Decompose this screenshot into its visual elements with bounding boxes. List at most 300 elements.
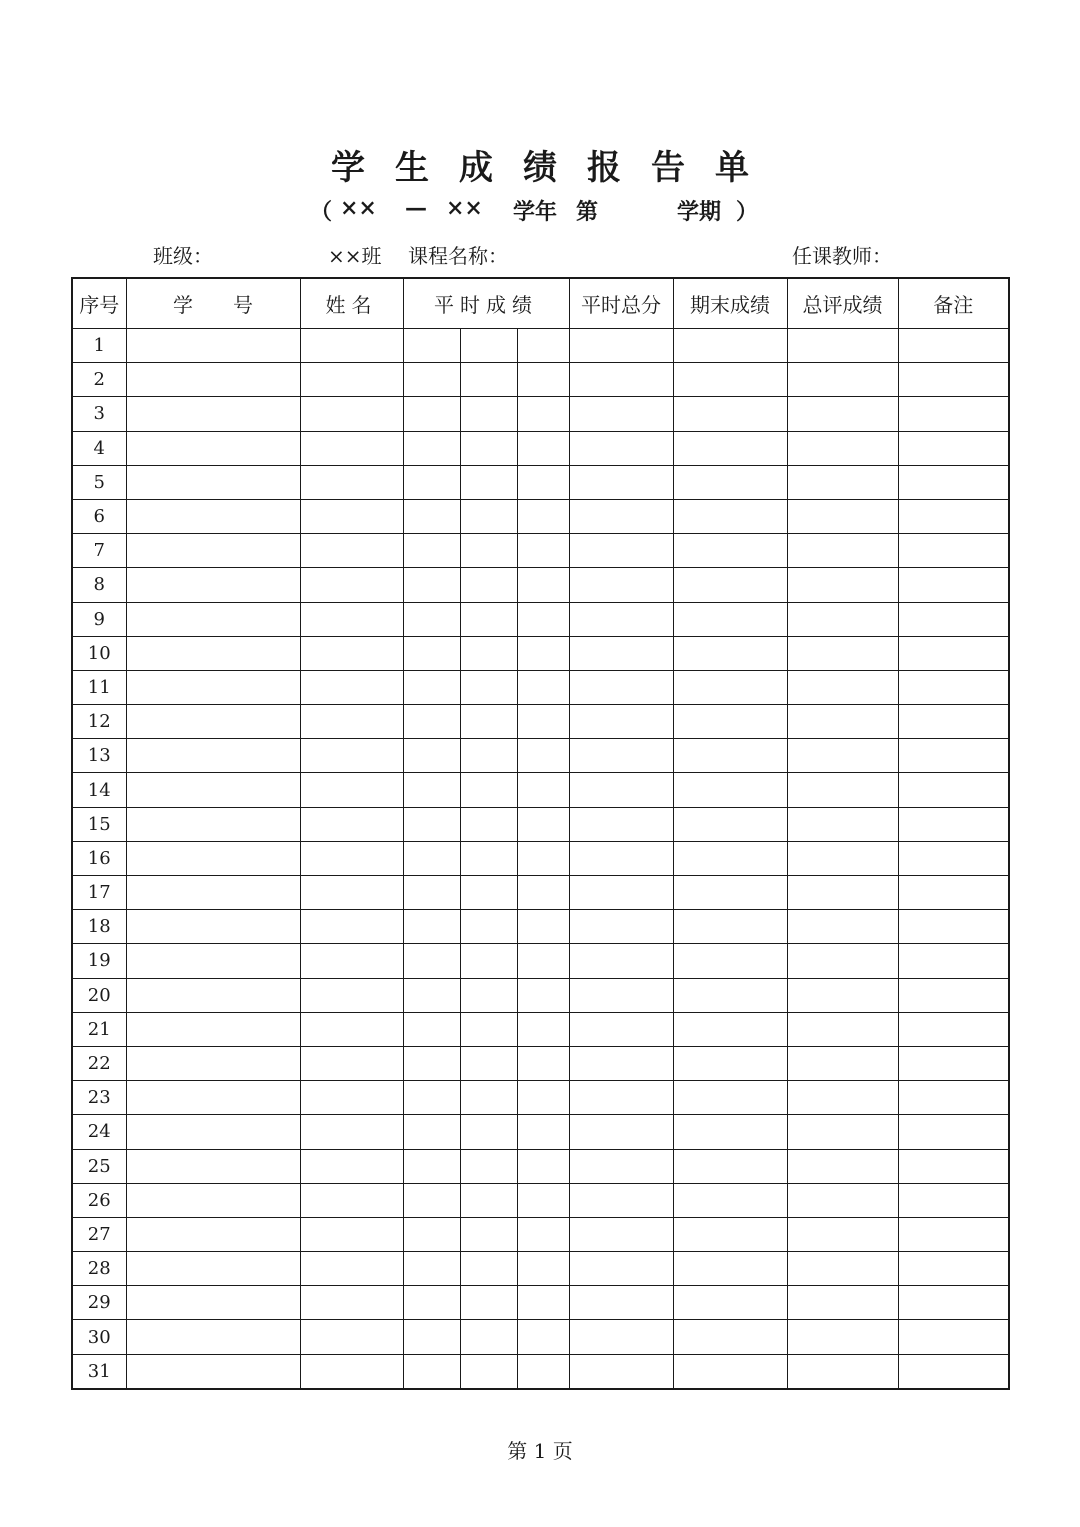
usual-score-1-cell[interactable] bbox=[403, 978, 460, 1012]
usual-score-3-cell[interactable] bbox=[517, 1320, 569, 1354]
name-cell[interactable] bbox=[300, 636, 403, 670]
student-id-cell[interactable] bbox=[126, 602, 300, 636]
student-id-cell[interactable] bbox=[126, 670, 300, 704]
usual-total-cell[interactable] bbox=[569, 1320, 673, 1354]
table-row bbox=[72, 910, 1009, 944]
remarks-cell[interactable] bbox=[898, 739, 1009, 773]
name-cell[interactable] bbox=[300, 944, 403, 978]
remarks-cell[interactable] bbox=[898, 431, 1009, 465]
remarks-cell[interactable] bbox=[898, 1115, 1009, 1149]
usual-score-3-cell[interactable] bbox=[517, 465, 569, 499]
usual-score-1-cell[interactable] bbox=[403, 705, 460, 739]
student-id-cell[interactable] bbox=[126, 944, 300, 978]
remarks-cell[interactable] bbox=[898, 1183, 1009, 1217]
overall-score-cell[interactable] bbox=[787, 431, 898, 465]
usual-score-3-cell[interactable] bbox=[517, 1183, 569, 1217]
usual-score-1-cell[interactable] bbox=[403, 1217, 460, 1251]
student-id-cell[interactable] bbox=[126, 1320, 300, 1354]
student-id-cell[interactable] bbox=[126, 1217, 300, 1251]
name-cell[interactable] bbox=[300, 465, 403, 499]
usual-score-1-cell[interactable] bbox=[403, 1012, 460, 1046]
usual-score-2-cell[interactable] bbox=[460, 876, 517, 910]
name-cell[interactable] bbox=[300, 499, 403, 533]
final-score-cell[interactable] bbox=[673, 1252, 787, 1286]
usual-total-cell[interactable] bbox=[569, 534, 673, 568]
usual-score-2-cell[interactable] bbox=[460, 1183, 517, 1217]
final-score-cell[interactable] bbox=[673, 1354, 787, 1389]
name-cell[interactable] bbox=[300, 1217, 403, 1251]
final-score-cell[interactable] bbox=[673, 431, 787, 465]
usual-score-1-cell[interactable] bbox=[403, 431, 460, 465]
name-cell[interactable] bbox=[300, 568, 403, 602]
usual-score-1-cell[interactable] bbox=[403, 363, 460, 397]
overall-score-cell[interactable] bbox=[787, 705, 898, 739]
final-score-cell[interactable] bbox=[673, 773, 787, 807]
overall-score-cell[interactable] bbox=[787, 568, 898, 602]
usual-score-3-cell[interactable] bbox=[517, 329, 569, 363]
final-score-cell[interactable] bbox=[673, 363, 787, 397]
final-score-cell[interactable] bbox=[673, 1012, 787, 1046]
remarks-cell[interactable] bbox=[898, 1012, 1009, 1046]
usual-total-cell[interactable] bbox=[569, 944, 673, 978]
usual-score-1-cell[interactable] bbox=[403, 329, 460, 363]
overall-score-cell[interactable] bbox=[787, 499, 898, 533]
overall-score-cell[interactable] bbox=[787, 1183, 898, 1217]
usual-score-2-cell[interactable] bbox=[460, 1081, 517, 1115]
usual-score-3-cell[interactable] bbox=[517, 534, 569, 568]
usual-score-2-cell[interactable] bbox=[460, 329, 517, 363]
usual-total-cell[interactable] bbox=[569, 773, 673, 807]
usual-score-2-cell[interactable] bbox=[460, 534, 517, 568]
overall-score-cell[interactable] bbox=[787, 1012, 898, 1046]
overall-score-cell[interactable] bbox=[787, 910, 898, 944]
usual-score-1-cell[interactable] bbox=[403, 1115, 460, 1149]
usual-score-2-cell[interactable] bbox=[460, 363, 517, 397]
usual-score-2-cell[interactable] bbox=[460, 431, 517, 465]
usual-score-3-cell[interactable] bbox=[517, 1252, 569, 1286]
name-cell[interactable] bbox=[300, 978, 403, 1012]
usual-score-1-cell[interactable] bbox=[403, 499, 460, 533]
final-score-cell[interactable] bbox=[673, 910, 787, 944]
usual-score-2-cell[interactable] bbox=[460, 499, 517, 533]
usual-score-2-cell[interactable] bbox=[460, 397, 517, 431]
usual-total-cell[interactable] bbox=[569, 1081, 673, 1115]
final-score-cell[interactable] bbox=[673, 397, 787, 431]
usual-score-3-cell[interactable] bbox=[517, 807, 569, 841]
table-row bbox=[72, 1081, 1009, 1115]
usual-total-cell[interactable] bbox=[569, 910, 673, 944]
usual-score-1-cell[interactable] bbox=[403, 465, 460, 499]
overall-score-cell[interactable] bbox=[787, 636, 898, 670]
usual-score-1-cell[interactable] bbox=[403, 636, 460, 670]
usual-score-3-cell[interactable] bbox=[517, 739, 569, 773]
name-cell[interactable] bbox=[300, 363, 403, 397]
final-score-cell[interactable] bbox=[673, 499, 787, 533]
remarks-cell[interactable] bbox=[898, 670, 1009, 704]
student-id-cell[interactable] bbox=[126, 1115, 300, 1149]
subtitle-dash: — bbox=[405, 195, 427, 221]
overall-score-cell[interactable] bbox=[787, 1115, 898, 1149]
usual-score-2-cell[interactable] bbox=[460, 841, 517, 875]
final-score-cell[interactable] bbox=[673, 705, 787, 739]
usual-score-3-cell[interactable] bbox=[517, 944, 569, 978]
final-score-cell[interactable] bbox=[673, 1115, 787, 1149]
overall-score-cell[interactable] bbox=[787, 773, 898, 807]
usual-score-3-cell[interactable] bbox=[517, 978, 569, 1012]
remarks-cell[interactable] bbox=[898, 944, 1009, 978]
final-score-cell[interactable] bbox=[673, 602, 787, 636]
usual-score-3-cell[interactable] bbox=[517, 841, 569, 875]
overall-score-cell[interactable] bbox=[787, 465, 898, 499]
usual-score-2-cell[interactable] bbox=[460, 1354, 517, 1389]
final-score-cell[interactable] bbox=[673, 807, 787, 841]
remarks-cell[interactable] bbox=[898, 1286, 1009, 1320]
final-score-cell[interactable] bbox=[673, 1320, 787, 1354]
usual-score-3-cell[interactable] bbox=[517, 636, 569, 670]
name-cell[interactable] bbox=[300, 1354, 403, 1389]
name-cell[interactable] bbox=[300, 1252, 403, 1286]
usual-score-2-cell[interactable] bbox=[460, 465, 517, 499]
name-cell[interactable] bbox=[300, 1081, 403, 1115]
usual-score-3-cell[interactable] bbox=[517, 568, 569, 602]
final-score-cell[interactable] bbox=[673, 1046, 787, 1080]
final-score-cell[interactable] bbox=[673, 670, 787, 704]
overall-score-cell[interactable] bbox=[787, 1081, 898, 1115]
usual-score-3-cell[interactable] bbox=[517, 397, 569, 431]
usual-total-cell[interactable] bbox=[569, 705, 673, 739]
student-id-cell[interactable] bbox=[126, 568, 300, 602]
final-score-cell[interactable] bbox=[673, 1081, 787, 1115]
usual-score-2-cell[interactable] bbox=[460, 1012, 517, 1046]
remarks-cell[interactable] bbox=[898, 841, 1009, 875]
remarks-cell[interactable] bbox=[898, 602, 1009, 636]
overall-score-cell[interactable] bbox=[787, 1252, 898, 1286]
usual-score-1-cell[interactable] bbox=[403, 1286, 460, 1320]
final-score-cell[interactable] bbox=[673, 944, 787, 978]
usual-score-1-cell[interactable] bbox=[403, 876, 460, 910]
usual-score-3-cell[interactable] bbox=[517, 1012, 569, 1046]
name-cell[interactable] bbox=[300, 329, 403, 363]
overall-score-cell[interactable] bbox=[787, 1046, 898, 1080]
usual-score-1-cell[interactable] bbox=[403, 910, 460, 944]
name-cell[interactable] bbox=[300, 602, 403, 636]
row-number: 18 bbox=[72, 910, 126, 944]
remarks-cell[interactable] bbox=[898, 1354, 1009, 1389]
usual-score-2-cell[interactable] bbox=[460, 636, 517, 670]
usual-score-2-cell[interactable] bbox=[460, 602, 517, 636]
usual-score-2-cell[interactable] bbox=[460, 568, 517, 602]
usual-score-3-cell[interactable] bbox=[517, 910, 569, 944]
name-cell[interactable] bbox=[300, 1183, 403, 1217]
usual-total-cell[interactable] bbox=[569, 1217, 673, 1251]
final-score-cell[interactable] bbox=[673, 465, 787, 499]
usual-score-2-cell[interactable] bbox=[460, 944, 517, 978]
usual-score-3-cell[interactable] bbox=[517, 1149, 569, 1183]
usual-total-cell[interactable] bbox=[569, 1183, 673, 1217]
final-score-cell[interactable] bbox=[673, 329, 787, 363]
usual-total-cell[interactable] bbox=[569, 363, 673, 397]
usual-score-1-cell[interactable] bbox=[403, 944, 460, 978]
student-id-cell[interactable] bbox=[126, 397, 300, 431]
usual-score-1-cell[interactable] bbox=[403, 1046, 460, 1080]
remarks-cell[interactable] bbox=[898, 534, 1009, 568]
usual-score-1-cell[interactable] bbox=[403, 1149, 460, 1183]
remarks-cell[interactable] bbox=[898, 568, 1009, 602]
usual-total-cell[interactable] bbox=[569, 876, 673, 910]
name-cell[interactable] bbox=[300, 1149, 403, 1183]
student-id-cell[interactable] bbox=[126, 739, 300, 773]
usual-score-2-cell[interactable] bbox=[460, 1217, 517, 1251]
usual-score-2-cell[interactable] bbox=[460, 1149, 517, 1183]
row-number: 13 bbox=[72, 739, 126, 773]
name-cell[interactable] bbox=[300, 670, 403, 704]
student-id-cell[interactable] bbox=[126, 1354, 300, 1389]
usual-total-cell[interactable] bbox=[569, 602, 673, 636]
usual-total-cell[interactable] bbox=[569, 431, 673, 465]
name-cell[interactable] bbox=[300, 807, 403, 841]
overall-score-cell[interactable] bbox=[787, 1354, 898, 1389]
overall-score-cell[interactable] bbox=[787, 876, 898, 910]
student-id-cell[interactable] bbox=[126, 705, 300, 739]
overall-score-cell[interactable] bbox=[787, 807, 898, 841]
overall-score-cell[interactable] bbox=[787, 1149, 898, 1183]
remarks-cell[interactable] bbox=[898, 397, 1009, 431]
student-id-cell[interactable] bbox=[126, 1183, 300, 1217]
final-score-cell[interactable] bbox=[673, 1217, 787, 1251]
remarks-cell[interactable] bbox=[898, 705, 1009, 739]
student-id-cell[interactable] bbox=[126, 807, 300, 841]
remarks-cell[interactable] bbox=[898, 329, 1009, 363]
name-cell[interactable] bbox=[300, 534, 403, 568]
table-row bbox=[72, 1012, 1009, 1046]
usual-score-1-cell[interactable] bbox=[403, 1320, 460, 1354]
usual-total-cell[interactable] bbox=[569, 807, 673, 841]
remarks-cell[interactable] bbox=[898, 876, 1009, 910]
usual-total-cell[interactable] bbox=[569, 670, 673, 704]
student-id-cell[interactable] bbox=[126, 534, 300, 568]
final-score-cell[interactable] bbox=[673, 739, 787, 773]
usual-score-2-cell[interactable] bbox=[460, 1286, 517, 1320]
table-row bbox=[72, 602, 1009, 636]
usual-score-3-cell[interactable] bbox=[517, 876, 569, 910]
overall-score-cell[interactable] bbox=[787, 944, 898, 978]
student-id-cell[interactable] bbox=[126, 499, 300, 533]
usual-score-1-cell[interactable] bbox=[403, 670, 460, 704]
overall-score-cell[interactable] bbox=[787, 739, 898, 773]
usual-score-2-cell[interactable] bbox=[460, 739, 517, 773]
usual-score-1-cell[interactable] bbox=[403, 1252, 460, 1286]
student-id-cell[interactable] bbox=[126, 1012, 300, 1046]
usual-score-3-cell[interactable] bbox=[517, 705, 569, 739]
table-row bbox=[72, 363, 1009, 397]
name-cell[interactable] bbox=[300, 773, 403, 807]
usual-total-cell[interactable] bbox=[569, 568, 673, 602]
usual-score-3-cell[interactable] bbox=[517, 1081, 569, 1115]
overall-score-cell[interactable] bbox=[787, 1217, 898, 1251]
usual-total-cell[interactable] bbox=[569, 329, 673, 363]
usual-score-3-cell[interactable] bbox=[517, 363, 569, 397]
final-score-cell[interactable] bbox=[673, 1286, 787, 1320]
overall-score-cell[interactable] bbox=[787, 841, 898, 875]
usual-score-2-cell[interactable] bbox=[460, 1046, 517, 1080]
subtitle-close-paren: ） bbox=[736, 199, 759, 225]
row-number: 11 bbox=[72, 670, 126, 704]
final-score-cell[interactable] bbox=[673, 1149, 787, 1183]
usual-total-cell[interactable] bbox=[569, 841, 673, 875]
name-cell[interactable] bbox=[300, 1046, 403, 1080]
student-id-cell[interactable] bbox=[126, 431, 300, 465]
student-id-cell[interactable] bbox=[126, 329, 300, 363]
name-cell[interactable] bbox=[300, 910, 403, 944]
overall-score-cell[interactable] bbox=[787, 602, 898, 636]
usual-score-2-cell[interactable] bbox=[460, 670, 517, 704]
row-number: 28 bbox=[72, 1252, 126, 1286]
usual-score-1-cell[interactable] bbox=[403, 602, 460, 636]
name-cell[interactable] bbox=[300, 431, 403, 465]
usual-score-2-cell[interactable] bbox=[460, 978, 517, 1012]
student-id-cell[interactable] bbox=[126, 465, 300, 499]
usual-score-1-cell[interactable] bbox=[403, 773, 460, 807]
table-row bbox=[72, 1149, 1009, 1183]
final-score-cell[interactable] bbox=[673, 636, 787, 670]
remarks-cell[interactable] bbox=[898, 807, 1009, 841]
usual-total-cell[interactable] bbox=[569, 636, 673, 670]
usual-score-3-cell[interactable] bbox=[517, 1046, 569, 1080]
usual-score-1-cell[interactable] bbox=[403, 1081, 460, 1115]
row-number: 16 bbox=[72, 841, 126, 875]
final-score-cell[interactable] bbox=[673, 876, 787, 910]
usual-score-3-cell[interactable] bbox=[517, 499, 569, 533]
name-cell[interactable] bbox=[300, 1115, 403, 1149]
remarks-cell[interactable] bbox=[898, 1217, 1009, 1251]
page-title: 学生成绩报告单 bbox=[331, 148, 779, 188]
remarks-cell[interactable] bbox=[898, 465, 1009, 499]
usual-total-cell[interactable] bbox=[569, 397, 673, 431]
usual-score-1-cell[interactable] bbox=[403, 397, 460, 431]
overall-score-cell[interactable] bbox=[787, 670, 898, 704]
name-cell[interactable] bbox=[300, 705, 403, 739]
row-number: 17 bbox=[72, 876, 126, 910]
table-row bbox=[72, 1183, 1009, 1217]
name-cell[interactable] bbox=[300, 841, 403, 875]
remarks-cell[interactable] bbox=[898, 1149, 1009, 1183]
usual-score-1-cell[interactable] bbox=[403, 1354, 460, 1389]
usual-total-cell[interactable] bbox=[569, 1012, 673, 1046]
usual-score-1-cell[interactable] bbox=[403, 739, 460, 773]
usual-score-1-cell[interactable] bbox=[403, 534, 460, 568]
usual-score-3-cell[interactable] bbox=[517, 670, 569, 704]
usual-total-cell[interactable] bbox=[569, 739, 673, 773]
student-id-cell[interactable] bbox=[126, 636, 300, 670]
student-id-cell[interactable] bbox=[126, 1149, 300, 1183]
usual-total-cell[interactable] bbox=[569, 1354, 673, 1389]
name-cell[interactable] bbox=[300, 739, 403, 773]
remarks-cell[interactable] bbox=[898, 910, 1009, 944]
overall-score-cell[interactable] bbox=[787, 329, 898, 363]
student-id-cell[interactable] bbox=[126, 910, 300, 944]
usual-score-1-cell[interactable] bbox=[403, 807, 460, 841]
overall-score-cell[interactable] bbox=[787, 978, 898, 1012]
remarks-cell[interactable] bbox=[898, 1320, 1009, 1354]
student-id-cell[interactable] bbox=[126, 363, 300, 397]
remarks-cell[interactable] bbox=[898, 773, 1009, 807]
usual-score-1-cell[interactable] bbox=[403, 1183, 460, 1217]
usual-score-2-cell[interactable] bbox=[460, 773, 517, 807]
remarks-cell[interactable] bbox=[898, 499, 1009, 533]
overall-score-cell[interactable] bbox=[787, 363, 898, 397]
usual-total-cell[interactable] bbox=[569, 978, 673, 1012]
name-cell[interactable] bbox=[300, 1320, 403, 1354]
col-header-remarks: 备注 bbox=[898, 278, 1009, 329]
remarks-cell[interactable] bbox=[898, 1252, 1009, 1286]
table-row bbox=[72, 978, 1009, 1012]
usual-total-cell[interactable] bbox=[569, 465, 673, 499]
overall-score-cell[interactable] bbox=[787, 397, 898, 431]
student-id-cell[interactable] bbox=[126, 773, 300, 807]
remarks-cell[interactable] bbox=[898, 978, 1009, 1012]
usual-score-3-cell[interactable] bbox=[517, 602, 569, 636]
usual-total-cell[interactable] bbox=[569, 1252, 673, 1286]
overall-score-cell[interactable] bbox=[787, 1320, 898, 1354]
student-id-cell[interactable] bbox=[126, 1081, 300, 1115]
final-score-cell[interactable] bbox=[673, 534, 787, 568]
remarks-cell[interactable] bbox=[898, 1046, 1009, 1080]
usual-score-2-cell[interactable] bbox=[460, 1320, 517, 1354]
overall-score-cell[interactable] bbox=[787, 534, 898, 568]
name-cell[interactable] bbox=[300, 397, 403, 431]
name-cell[interactable] bbox=[300, 1012, 403, 1046]
usual-score-3-cell[interactable] bbox=[517, 773, 569, 807]
name-cell[interactable] bbox=[300, 1286, 403, 1320]
remarks-cell[interactable] bbox=[898, 363, 1009, 397]
usual-score-2-cell[interactable] bbox=[460, 1252, 517, 1286]
usual-total-cell[interactable] bbox=[569, 1286, 673, 1320]
usual-score-2-cell[interactable] bbox=[460, 910, 517, 944]
student-id-cell[interactable] bbox=[126, 1046, 300, 1080]
usual-score-1-cell[interactable] bbox=[403, 841, 460, 875]
final-score-cell[interactable] bbox=[673, 568, 787, 602]
usual-total-cell[interactable] bbox=[569, 1046, 673, 1080]
usual-total-cell[interactable] bbox=[569, 1149, 673, 1183]
final-score-cell[interactable] bbox=[673, 978, 787, 1012]
usual-score-3-cell[interactable] bbox=[517, 431, 569, 465]
usual-score-2-cell[interactable] bbox=[460, 705, 517, 739]
table-row bbox=[72, 499, 1009, 533]
name-cell[interactable] bbox=[300, 876, 403, 910]
final-score-cell[interactable] bbox=[673, 841, 787, 875]
usual-score-3-cell[interactable] bbox=[517, 1115, 569, 1149]
overall-score-cell[interactable] bbox=[787, 1286, 898, 1320]
student-id-cell[interactable] bbox=[126, 1252, 300, 1286]
student-id-cell[interactable] bbox=[126, 841, 300, 875]
remarks-cell[interactable] bbox=[898, 636, 1009, 670]
usual-score-3-cell[interactable] bbox=[517, 1354, 569, 1389]
student-id-cell[interactable] bbox=[126, 876, 300, 910]
usual-total-cell[interactable] bbox=[569, 1115, 673, 1149]
usual-score-1-cell[interactable] bbox=[403, 568, 460, 602]
row-number: 1 bbox=[72, 329, 126, 363]
usual-score-2-cell[interactable] bbox=[460, 1115, 517, 1149]
subtitle-semester: 学期 bbox=[677, 199, 722, 225]
usual-total-cell[interactable] bbox=[569, 499, 673, 533]
usual-score-3-cell[interactable] bbox=[517, 1286, 569, 1320]
final-score-cell[interactable] bbox=[673, 1183, 787, 1217]
remarks-cell[interactable] bbox=[898, 1081, 1009, 1115]
student-id-cell[interactable] bbox=[126, 978, 300, 1012]
usual-score-2-cell[interactable] bbox=[460, 807, 517, 841]
student-id-cell[interactable] bbox=[126, 1286, 300, 1320]
usual-score-3-cell[interactable] bbox=[517, 1217, 569, 1251]
